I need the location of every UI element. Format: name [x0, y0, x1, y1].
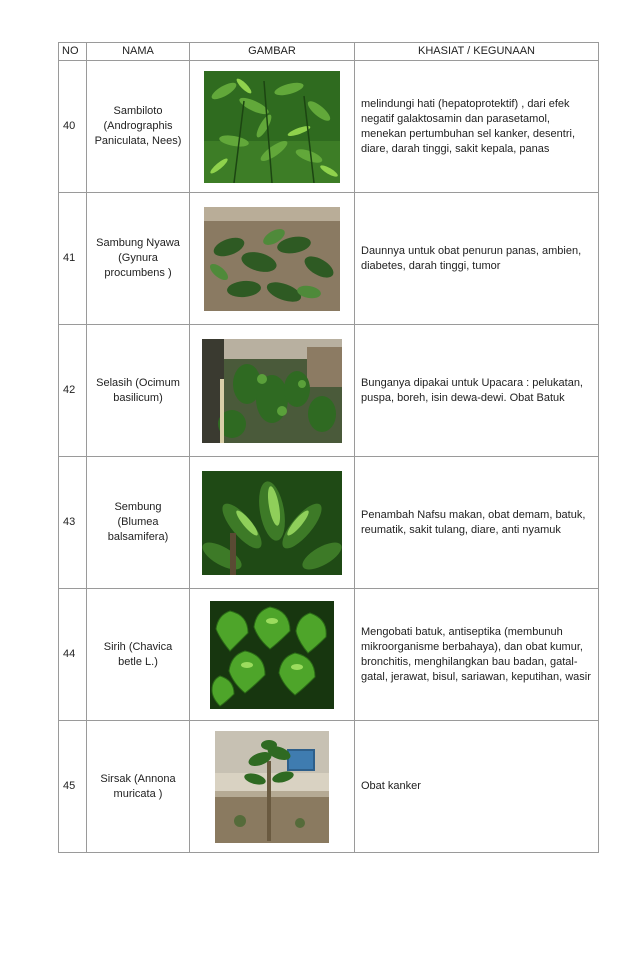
- table-header-row: [59, 43, 599, 61]
- plant-uses: Mengobati batuk, antiseptika (membunuh mikroorganisme berbahaya), dan obat kumur, bronchitis, menghilangkan bau badan, gatal-gatal, jerawat, bisul, sariawan, keputihan, wasir: [355, 589, 599, 721]
- plant-image-cell: [190, 721, 355, 853]
- row-number: 41: [59, 193, 87, 325]
- table-row: [59, 589, 599, 721]
- sembung-plant-photo: [202, 471, 342, 575]
- header-gambar: GAMBAR: [190, 43, 355, 61]
- plant-image-cell: [190, 193, 355, 325]
- row-number: 45: [59, 721, 87, 853]
- sirsak-plant-photo: [215, 731, 329, 843]
- table-row: [59, 193, 599, 325]
- plant-uses: Obat kanker: [355, 721, 599, 853]
- sambung-nyawa-plant-photo: [204, 207, 340, 311]
- table-row: [59, 61, 599, 193]
- table-row: [59, 721, 599, 853]
- plant-uses: Bunganya dipakai untuk Upacara : pelukatan, puspa, boreh, isin dewa-dewi. Obat Batuk: [355, 325, 599, 457]
- sirih-plant-photo: [210, 601, 334, 709]
- row-number: 43: [59, 457, 87, 589]
- header-nama: NAMA: [87, 43, 190, 61]
- plant-uses: Penambah Nafsu makan, obat demam, batuk, reumatik, sakit tulang, diare, anti nyamuk: [355, 457, 599, 589]
- plant-uses: Daunnya untuk obat penurun panas, ambien, diabetes, darah tinggi, tumor: [355, 193, 599, 325]
- sambiloto-plant-photo: [204, 71, 340, 183]
- plant-name: Sirih (Chavica betle L.): [87, 589, 190, 721]
- plant-uses: melindungi hati (hepatoprotektif) , dari efek negatif galaktosamin dan parasetamol, menekan pertumbuhan sel kanker, desentri, diare, darah tinggi, sakit kepala, panas: [355, 61, 599, 193]
- plant-image-cell: [190, 61, 355, 193]
- plant-name: Sambiloto (Andrographis Paniculata, Nees): [87, 61, 190, 193]
- plant-name: Selasih (Ocimum basilicum): [87, 325, 190, 457]
- table-row: [59, 325, 599, 457]
- plant-image-cell: [190, 457, 355, 589]
- selasih-plant-photo: [202, 339, 342, 443]
- header-khasiat: KHASIAT / KEGUNAAN: [355, 43, 599, 61]
- plant-name: Sirsak (Annona muricata ): [87, 721, 190, 853]
- plant-name: Sambung Nyawa (Gynura procumbens ): [87, 193, 190, 325]
- table-row: [59, 457, 599, 589]
- medicinal-plants-table: [58, 42, 599, 853]
- row-number: 42: [59, 325, 87, 457]
- header-no: NO: [59, 43, 87, 61]
- plant-image-cell: [190, 589, 355, 721]
- plant-name: Sembung (Blumea balsamifera): [87, 457, 190, 589]
- row-number: 44: [59, 589, 87, 721]
- row-number: 40: [59, 61, 87, 193]
- plant-image-cell: [190, 325, 355, 457]
